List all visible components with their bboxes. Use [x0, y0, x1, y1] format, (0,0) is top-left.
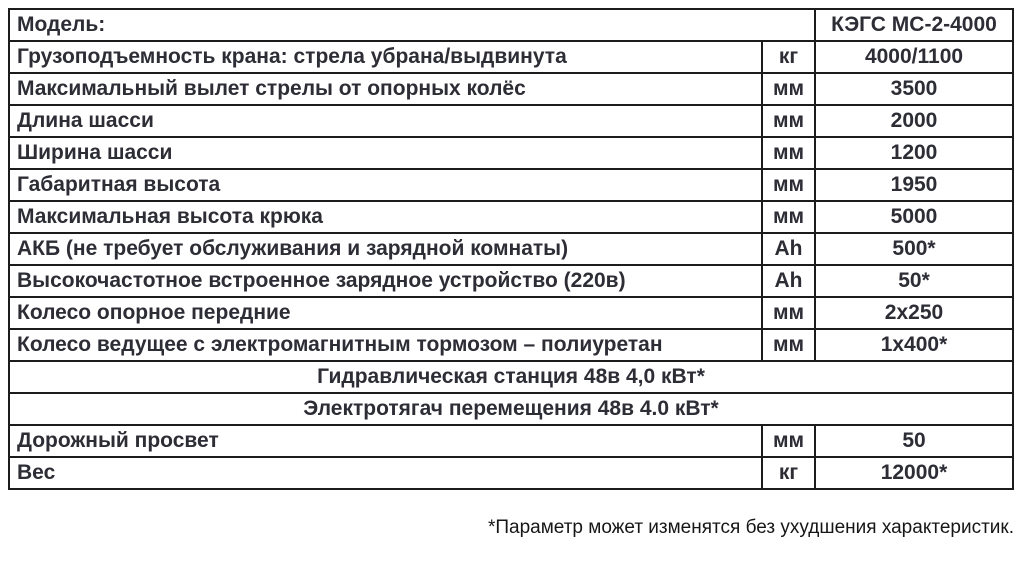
table-row	[9, 457, 1013, 489]
table-row	[9, 137, 1013, 169]
param-value: 2000	[815, 105, 1013, 137]
param-label: Колесо опорное передние	[9, 297, 762, 329]
param-value: 500*	[815, 233, 1013, 265]
table-row	[9, 73, 1013, 105]
table-row	[9, 329, 1013, 361]
param-unit: Ah	[762, 265, 815, 297]
table-row	[9, 233, 1013, 265]
table-row	[9, 201, 1013, 233]
footnote: *Параметр может изменятся без ухудшения характеристик.	[487, 517, 1014, 538]
param-value: 1200	[815, 137, 1013, 169]
param-unit: мм	[762, 297, 815, 329]
param-unit: кг	[762, 457, 815, 489]
param-value: 50*	[815, 265, 1013, 297]
param-value: 1x400*	[815, 329, 1013, 361]
param-label: Максимальная высота крюка	[9, 201, 762, 233]
param-label: Колесо ведущее с электромагнитным тормозом – полиуретан	[9, 329, 762, 361]
table-row	[9, 9, 1013, 41]
param-value: 4000/1100	[815, 41, 1013, 73]
table-row	[9, 169, 1013, 201]
param-label: Ширина шасси	[9, 137, 762, 169]
param-value: 2x250	[815, 297, 1013, 329]
param-label: Вес	[9, 457, 762, 489]
param-unit: Ah	[762, 233, 815, 265]
param-label: Длина шасси	[9, 105, 762, 137]
param-value: 50	[815, 425, 1013, 457]
table-row	[9, 393, 1013, 425]
param-value: 12000*	[815, 457, 1013, 489]
full-span-cell: Гидравлическая станция 48в 4,0 кВт*	[9, 361, 1013, 393]
param-label: Высокочастотное встроенное зарядное устройство (220в)	[9, 265, 762, 297]
table-row	[9, 41, 1013, 73]
param-label: Габаритная высота	[9, 169, 762, 201]
spec-table-body	[9, 9, 1013, 489]
param-unit: мм	[762, 169, 815, 201]
param-value: 3500	[815, 73, 1013, 105]
table-row	[9, 361, 1013, 393]
model-value: КЭГС МС-2-4000	[815, 9, 1013, 41]
table-row	[9, 105, 1013, 137]
param-unit: кг	[762, 41, 815, 73]
spec-table	[8, 8, 1014, 490]
full-span-cell: Электротягач перемещения 48в 4.0 кВт*	[9, 393, 1013, 425]
param-value: 5000	[815, 201, 1013, 233]
table-row	[9, 265, 1013, 297]
param-label: АКБ (не требует обслуживания и зарядной комнаты)	[9, 233, 762, 265]
param-unit: мм	[762, 201, 815, 233]
param-value: 1950	[815, 169, 1013, 201]
param-label: Дорожный просвет	[9, 425, 762, 457]
param-unit: мм	[762, 137, 815, 169]
param-label: Грузоподъемность крана: стрела убрана/выдвинута	[9, 41, 762, 73]
param-label: Максимальный вылет стрелы от опорных колёс	[9, 73, 762, 105]
table-row	[9, 425, 1013, 457]
param-unit: мм	[762, 73, 815, 105]
table-row	[9, 297, 1013, 329]
model-label: Модель:	[9, 9, 815, 41]
param-unit: мм	[762, 105, 815, 137]
param-unit: мм	[762, 329, 815, 361]
param-unit: мм	[762, 425, 815, 457]
